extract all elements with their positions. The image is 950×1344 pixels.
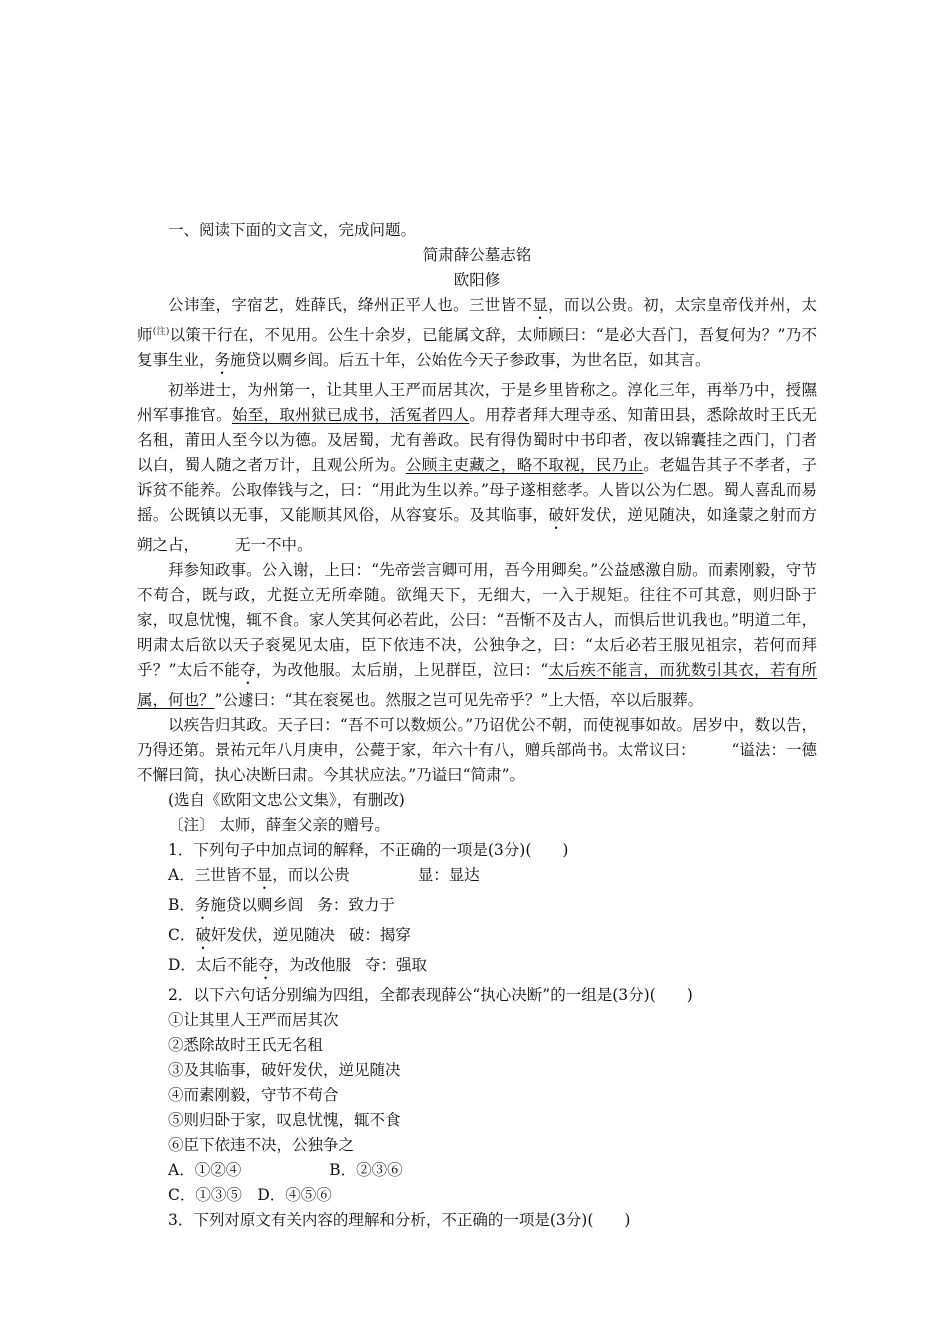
dotted-word: 务 xyxy=(194,896,211,914)
question-1-stem: 1．下列句子中加点词的解释，不正确的一项是(3分)( ) xyxy=(168,841,569,859)
question-1-option-b: B．务施贷以赒乡闾 务：致力于 xyxy=(168,896,395,914)
underlined-sentence: 始至，取州狱已成书，活冤者四人 xyxy=(231,406,470,424)
dotted-word: 破 xyxy=(195,926,211,944)
passage-paragraph-3: 拜参知政事。公入谢，上曰：“先帝尝言卿可用，吾今用卿矣。”公益感激自励。而素刚毅，守节不苟合，既与政，尤挺立无所牵随。欲绳天下，无细大，一入于规矩。往往不可其意，则归卧于家，叹息忧愧，辄不食。家人笑其何必若此，公曰：“吾惭不及古人，而惧后世讥我也。”明道二年，明肃太后欲以天子衮冕见太庙，臣下依违不决，公独争之，曰：“太后必若王服见祖宗，若何而拜乎？”太后不能夺，为改他服。太后崩，上见群臣，泣曰：“太后疾不能言，而犹数引其衣，若有所属，何也？”公遽曰：“其在衮冕也。然服之岂可见先帝乎？”上大悟，卒以后服葬。 xyxy=(137,561,817,709)
option-b: B．②③⑥ xyxy=(329,1161,403,1179)
question-2-options-ab xyxy=(137,1158,817,1183)
question-2-stem: 2．以下六句话分别编为四组，全都表现薛公“执心决断”的一组是(3分)( ) xyxy=(168,986,693,1004)
question-2-item: ⑥臣下依违不决，公独争之 xyxy=(168,1136,355,1154)
passage-paragraph-4: 以疾告归其政。天子曰：“吾不可以数烦公。”乃诏优公不朝，而使视事如故。居岁中，数以告，乃得还第。景祐元年八月庚申，公薨于家，年六十有八，赠兵部尚书。太常议曰： “谥法：一德不懈曰简，执心决断曰肃。今其状应法。”乃谥曰“简肃”。 xyxy=(137,716,817,784)
question-2-item: ①让其里人王严而居其次 xyxy=(168,1011,339,1029)
question-3-stem: 3．下列对原文有关内容的理解和分析，不正确的一项是(3分)( ) xyxy=(168,1211,631,1229)
instruction: 一、阅读下面的文言文，完成问题。 xyxy=(168,221,417,239)
dotted-word: 夺 xyxy=(240,661,256,679)
footnote-mark: (注) xyxy=(152,326,170,337)
dotted-word: 夺 xyxy=(257,956,274,974)
question-1-option-a: A．三世皆不显，而以公贵 显：显达 xyxy=(168,866,480,884)
passage-paragraph-1: 公讳奎，字宿艺，姓薛氏，绛州正平人也。三世皆不显，而以公贵。初，太宗皇帝伐并州，太师$^{(注)}$以策干行在，不见用。公生十余岁，已能属文辞，太师顾曰：“是必大吾门，吾复何为？”乃不复事生业，务施贷以赒乡闾。后五十年，公始佐今天子参政事，为世名臣，如其言。 xyxy=(137,296,817,369)
question-2-item: ④而素刚毅，守节不苟合 xyxy=(168,1086,339,1104)
dotted-word: 显 xyxy=(532,296,549,314)
footnote: 〔注〕 太师，薛奎父亲的赠号。 xyxy=(168,816,390,834)
question-2-item: ⑤则归卧于家，叹息忧愧，辄不食 xyxy=(168,1111,401,1129)
question-2-options-cd: C．①③⑤ D．④⑤⑥ xyxy=(168,1186,332,1204)
source-line: (选自《欧阳文忠公文集》，有删改) xyxy=(168,791,405,809)
passage-paragraph-2: 初举进士，为州第一，让其里人王严而居其次，于是乡里皆称之。淳化三年，再举乃中，授隰州军事推官。始至，取州狱已成书，活冤者四人。用荐者拜大理寺丞、知莆田县，悉除故时王氏无名租，莆田人至今以为德。及居蜀，尤有善政。民有得伪蜀时中书印者，夜以锦囊挂之西门，门者以白，蜀人随之者万计，且观公所为。公顾主吏藏之，略不取视，民乃止。老媪告其子不孝者，子诉贫不能养。公取俸钱与之，曰：“用此为生以养。”母子遂相慈孝。人皆以公为仁恩。蜀人喜乱而易摇。公既镇以无事，又能顺其风俗，从容宴乐。及其临事，破奸发伏，逆见随决，如逢蒙之射而方朔之占， 无一不中。 xyxy=(137,381,817,554)
dotted-word: 破 xyxy=(548,506,565,524)
underlined-sentence: 太后疾不能言，而犹数引其衣，若有所属，何也？ xyxy=(137,661,817,709)
option-a: A．①②④ xyxy=(168,1161,242,1179)
dotted-word: 务 xyxy=(214,351,231,369)
question-2-item: ②悉除故时王氏无名租 xyxy=(168,1036,324,1054)
question-2-item: ③及其临事，破奸发伏，逆见随决 xyxy=(168,1061,401,1079)
dotted-word: 显 xyxy=(256,866,273,884)
question-1-option-d: D．太后不能夺，为改他服 夺：强取 xyxy=(168,956,427,974)
passage-author: 欧阳修 xyxy=(453,271,501,289)
underlined-sentence: 公顾主吏藏之，略不取视，民乃止 xyxy=(405,456,644,474)
passage-title: 简肃薛公墓志铭 xyxy=(422,246,532,264)
question-1-option-c: C．破奸发伏，逆见随决 破：揭穿 xyxy=(168,926,411,944)
exam-content xyxy=(137,218,817,1233)
